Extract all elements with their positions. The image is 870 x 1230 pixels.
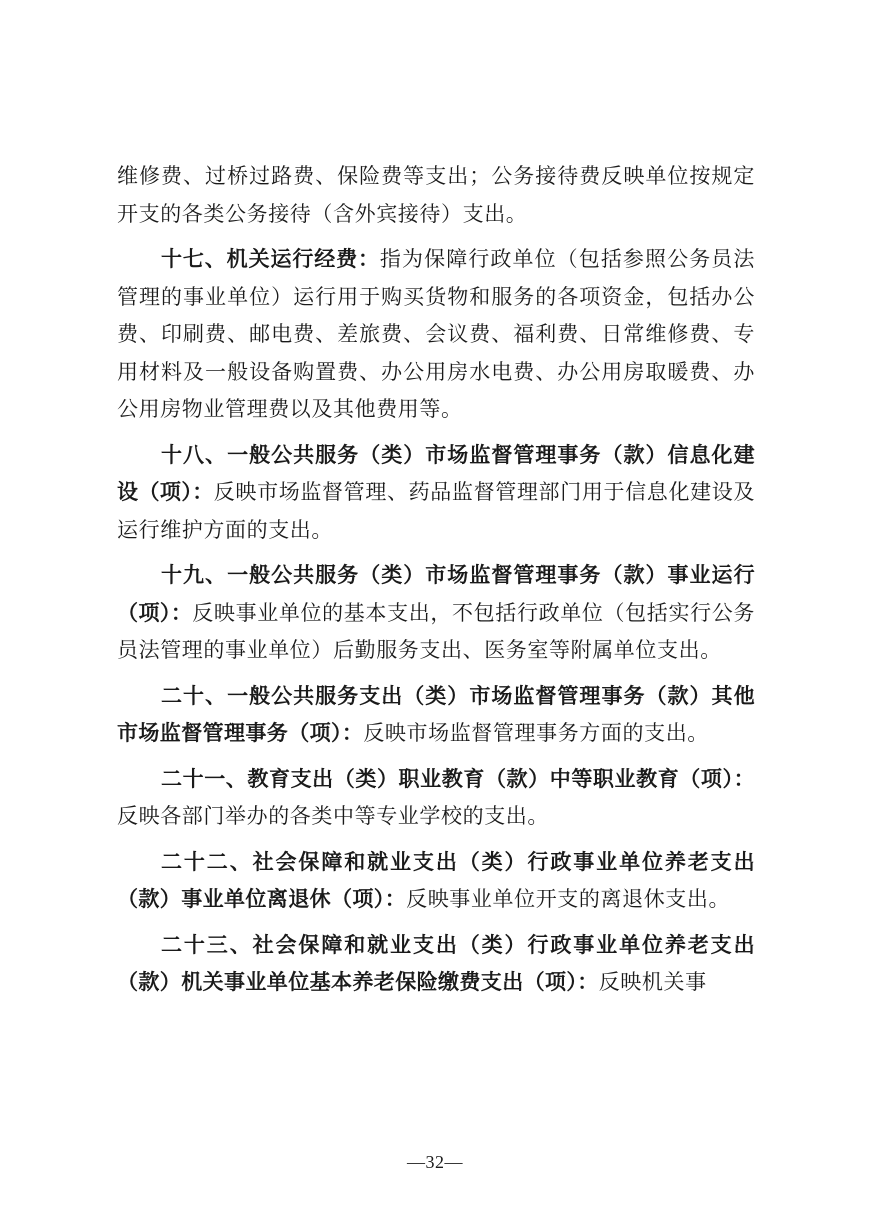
- paragraph-item-19: [117, 557, 755, 670]
- paragraph-heading: 十九、一般公共服务（类）市场监督管理事务（款）事业运行（项）：: [117, 563, 755, 625]
- paragraph-heading: 二十三、社会保障和就业支出（类）行政事业单位养老支出（款）机关事业单位基本养老保险缴费支出（项）：: [117, 932, 755, 994]
- paragraph-item-22: [117, 844, 755, 919]
- paragraph-item-23: [117, 927, 755, 1002]
- paragraph-text: 反映事业单位开支的离退休支出。: [406, 887, 731, 911]
- paragraph-text: 反映市场监督管理、药品监督管理部门用于信息化建设及运行维护方面的支出。: [117, 480, 756, 542]
- paragraph-text: 维修费、过桥过路费、保险费等支出；公务接待费反映单位按规定开支的各类公务接待（含外宾接待）支出。: [117, 164, 755, 226]
- paragraph-heading: 十八、一般公共服务（类）市场监督管理事务（款）信息化建设（项）：: [117, 442, 755, 504]
- paragraph-text: 反映各部门举办的各类中等专业学校的支出。: [117, 804, 549, 828]
- paragraph-item-17: [117, 241, 755, 429]
- document-body: [117, 158, 755, 1010]
- paragraph-continuation: [117, 158, 755, 233]
- paragraph-heading: 二十二、社会保障和就业支出（类）行政事业单位养老支出（款）事业单位离退休（项）：: [117, 849, 755, 911]
- paragraph-item-18: [117, 437, 755, 550]
- paragraph-text: 反映事业单位的基本支出，不包括行政单位（包括实行公务员法管理的事业单位）后勤服务支出、医务室等附属单位支出。: [117, 600, 755, 662]
- page-number: —32—: [407, 1152, 463, 1172]
- paragraph-item-21: [117, 761, 755, 836]
- paragraph-text: 反映机关事: [598, 970, 707, 994]
- paragraph-heading: 二十一、教育支出（类）职业教育（款）中等职业教育（项）：: [161, 766, 755, 791]
- paragraph-heading: 十七、机关运行经费：: [161, 247, 380, 271]
- paragraph-text: 指为保障行政单位（包括参照公务员法管理的事业单位）运行用于购买货物和服务的各项资金，包括办公费、印刷费、邮电费、差旅费、会议费、福利费、日常维修费、专用材料及一般设备购置费、办公用房水电费、办公用房取暖费、办公用房物业管理费以及其他费用等。: [117, 247, 755, 421]
- paragraph-text: 反映市场监督管理事务方面的支出。: [363, 721, 709, 745]
- paragraph-item-20: [117, 678, 755, 753]
- paragraph-heading: 二十、一般公共服务支出（类）市场监督管理事务（款）其他市场监督管理事务（项）：: [117, 683, 755, 745]
